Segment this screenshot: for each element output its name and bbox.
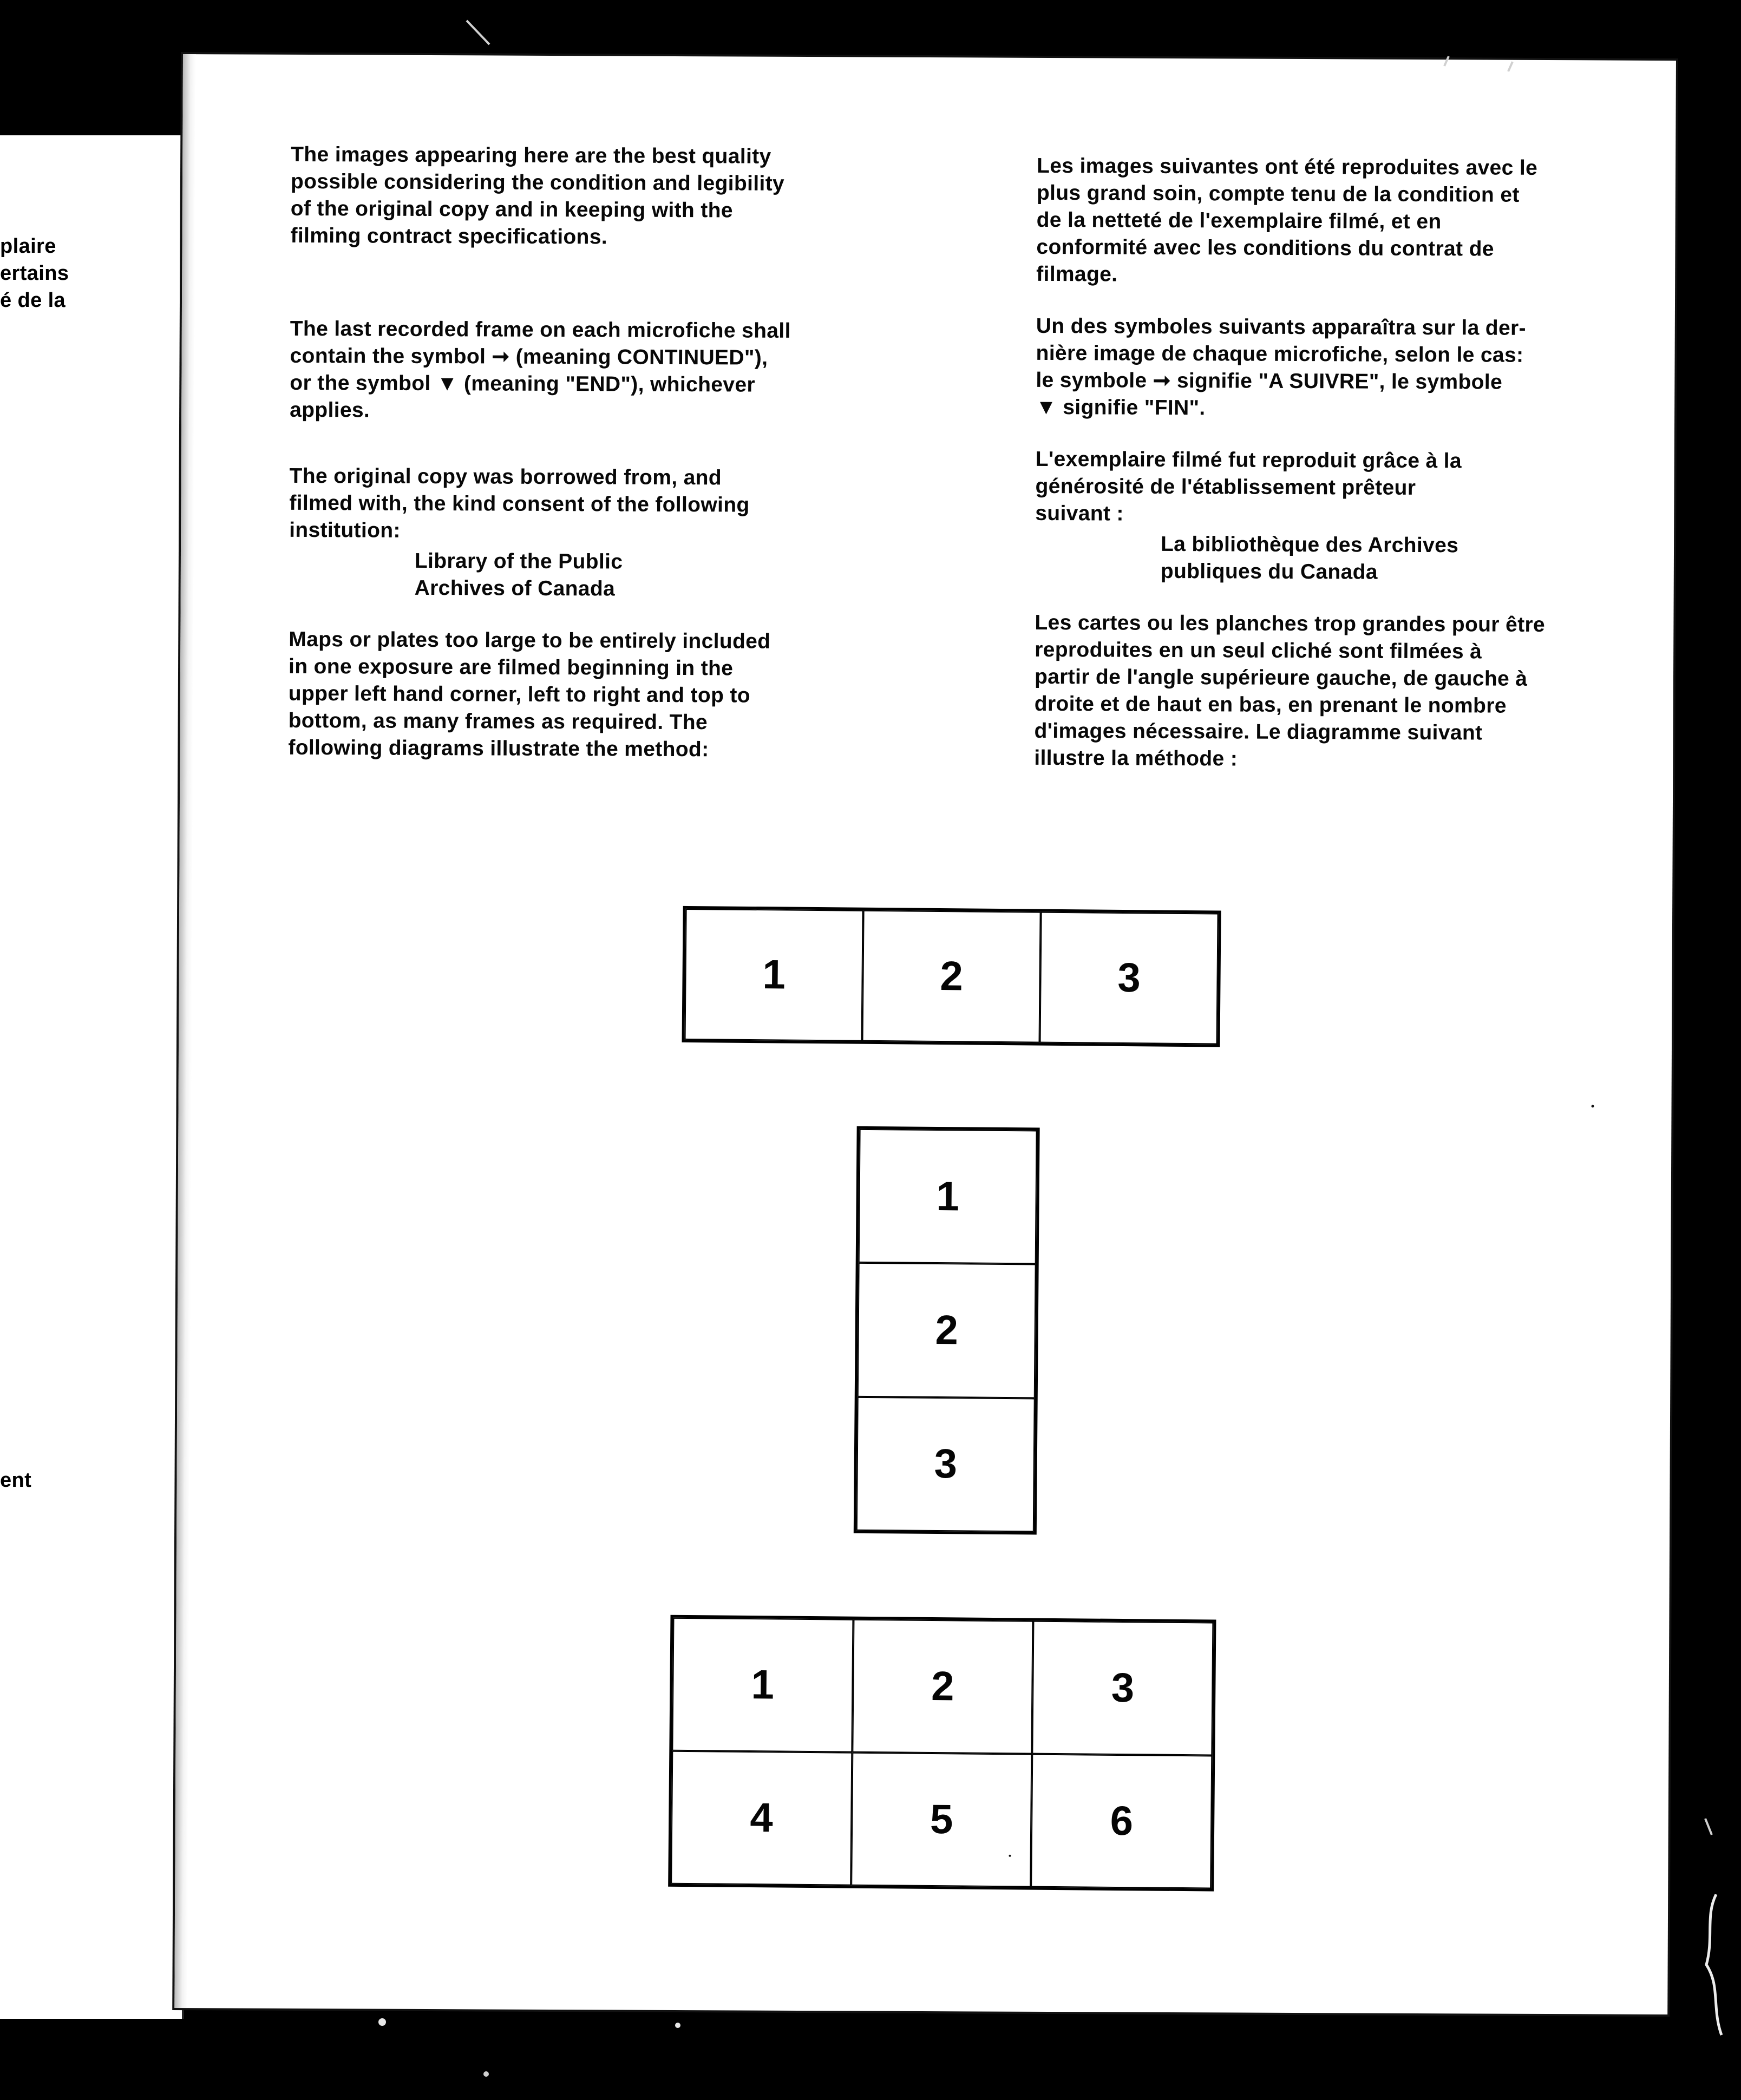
diagram-grid-cell: 2 <box>852 1619 1033 1754</box>
french-method-paragraph: Les cartes ou les planches trop grandes pour être reproduites en un seul cliché sont filmées à partir de l'angle supérieure gauche, de gauche à droite et de haut en bas, en prenant le nombre d'images nécessaire. Le diagramme suivant illustre la méthode : <box>1034 611 1546 771</box>
french-institution-name: La bibliothèque des Archives publiques du Canada <box>1160 532 1459 584</box>
english-institution-name: Library of the Public Archives of Canada <box>414 549 623 601</box>
english-quality-paragraph: The images appearing here are the best quality possible considering the condition and legibility of the original copy and in keeping with the filming contract specifications. <box>290 142 785 249</box>
diagram-grid-cell: 1 <box>672 1618 853 1753</box>
french-symbol-paragraph: Un des symboles suivants apparaîtra sur la der- nière image de chaque microfiche, selon le cas: le symbole ➞ signifie "A SUIVRE", le symbole ▼ signifie "FIN". <box>1036 314 1527 420</box>
diagram-column-cell: 3 <box>856 1397 1035 1532</box>
diagram-grid-cell: 5 <box>851 1753 1032 1887</box>
left-fragment-line-2: ertains <box>0 262 69 285</box>
french-source-paragraph: L'exemplaire filmé fut reproduit grâce à la générosité de l'établissement prêteur suivant : <box>1035 447 1462 526</box>
diagram-grid-cell: 3 <box>1032 1621 1214 1756</box>
diagram-row-cell: 3 <box>1040 912 1219 1045</box>
diagram-grid-cell: 4 <box>671 1751 852 1886</box>
french-quality-paragraph: Les images suivantes ont été reproduites avec le plus grand soin, compte tenu de la condition et de la netteté de l'exemplaire filmé, et en conformité avec les conditions du contrat de filmage. <box>1036 154 1538 286</box>
english-symbol-paragraph: The last recorded frame on each microfiche shall contain the symbol ➞ (meaning CONTINUED"), or the symbol ▼ (meaning "END"), whichever applies. <box>290 317 791 422</box>
diagram-grid-cell: 6 <box>1031 1754 1212 1889</box>
diagram-column-cell: 1 <box>859 1129 1037 1264</box>
english-method-paragraph: Maps or plates too large to be entirely included in one exposure are filmed beginning in the upper left hand corner, left to right and top to bottom, as many frames as required. The following diagrams illustrate the method: <box>288 627 771 762</box>
english-source-paragraph: The original copy was borrowed from, and filmed with, the kind consent of the following institution: <box>289 464 750 542</box>
left-fragment-line-4: ent <box>0 1469 32 1492</box>
diagram-row-cell: 1 <box>685 909 863 1041</box>
left-fragment-line-3: é de la <box>0 289 66 312</box>
diagram-row-cell: 2 <box>862 910 1041 1043</box>
diagram-column-cell: 2 <box>858 1263 1036 1398</box>
left-fragment-line-1: plaire <box>0 235 56 258</box>
